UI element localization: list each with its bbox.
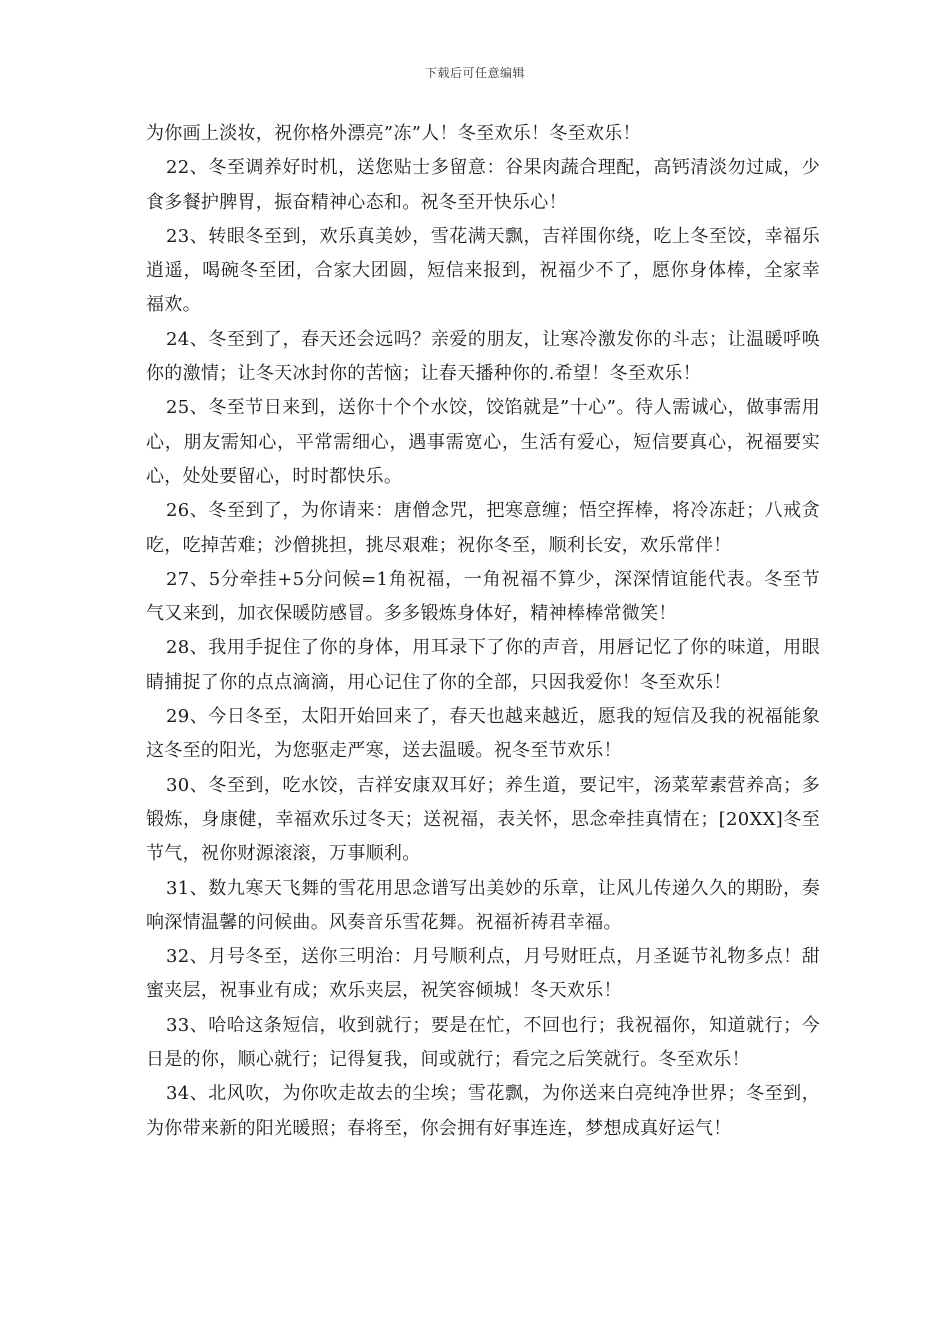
paragraph-27: 27、5分牵挂+5分问候=1角祝福，一角祝福不算少，深深情谊能代表。冬至节气又来到，加衣保暖防感冒。多多锻炼身体好，精神棒棒常微笑！ — [146, 568, 820, 625]
paragraph-24: 24、冬至到了，春天还会远吗？亲爱的朋友，让寒冷激发你的斗志；让温暖呼唤你的激情；让冬天冰封你的苦恼；让春天播种你的.希望！冬至欢乐！ — [146, 328, 820, 385]
paragraph-25: 25、冬至节日来到，送你十个个水饺，饺馅就是”十心”。待人需诚心，做事需用心，朋友需知心，平常需细心，遇事需宽心，生活有爱心，短信要真心，祝福要实心，处处要留心，时时都快乐。 — [146, 397, 820, 487]
paragraph-30: 30、冬至到，吃水饺，吉祥安康双耳好；养生道，要记牢，汤菜荤素营养高；多锻炼，身康健，幸福欢乐过冬天；送祝福，表关怀，思念牵挂真情在；[20XX]冬至节气，祝你财源滚滚，万事顺利。 — [146, 774, 820, 865]
paragraph-28: 28、我用手捉住了你的身体，用耳录下了你的声音，用唇记忆了你的味道，用眼睛捕捉了你的点点滴滴，用心记住了你的全部，只因我爱你！冬至欢乐！ — [146, 637, 820, 693]
page-header-note: 下载后可任意编辑 — [424, 66, 525, 80]
paragraph-34: 34、北风吹，为你吹走故去的尘埃；雪花飘，为你送来白亮纯净世界；冬至到，为你带来新的阳光暖照；春将至，你会拥有好事连连，梦想成真好运气！ — [146, 1083, 820, 1139]
paragraph-26: 26、冬至到了，为你请来：唐僧念咒，把寒意缠；悟空挥棒，将冷冻赶；八戒贪吃，吃掉苦难；沙僧挑担，挑尽艰难；祝你冬至，顺利长安，欢乐常伴！ — [146, 500, 820, 556]
paragraph-29: 29、今日冬至，太阳开始回来了，春天也越来越近，愿我的短信及我的祝福能象这冬至的阳光，为您驱走严寒，送去温暖。祝冬至节欢乐！ — [146, 706, 820, 762]
paragraph-23: 23、转眼冬至到，欢乐真美妙，雪花满天飘，吉祥围你绕，吃上冬至饺，幸福乐逍遥，喝碗冬至团，合家大团圆，短信来报到，祝福少不了，愿你身体棒，全家幸福欢。 — [146, 225, 820, 316]
paragraph-continued: 为你画上淡妆，祝你格外漂亮”冻”人！冬至欢乐！冬至欢乐！ — [146, 123, 641, 144]
paragraph-33: 33、哈哈这条短信，收到就行；要是在忙，不回也行；我祝福你，知道就行；今日是的你，顺心就行；记得复我，间或就行；看完之后笑就行。冬至欢乐！ — [146, 1014, 820, 1071]
paragraph-32: 32、月号冬至，送你三明治：月号顺利点，月号财旺点，月圣诞节礼物多点！甜蜜夹层，祝事业有成；欢乐夹层，祝笑容倾城！冬天欢乐！ — [146, 946, 820, 1002]
paragraph-31: 31、数九寒天飞舞的雪花用思念谱写出美妙的乐章，让风儿传递久久的期盼，奏响深情温馨的问候曲。风奏音乐雪花舞。祝福祈祷君幸福。 — [146, 877, 820, 933]
paragraph-22: 22、冬至调养好时机，送您贴士多留意：谷果肉蔬合理配，高钙清淡勿过咸，少食多餐护脾胃，振奋精神心态和。祝冬至开快乐心！ — [146, 157, 820, 213]
document-body — [146, 117, 820, 1146]
